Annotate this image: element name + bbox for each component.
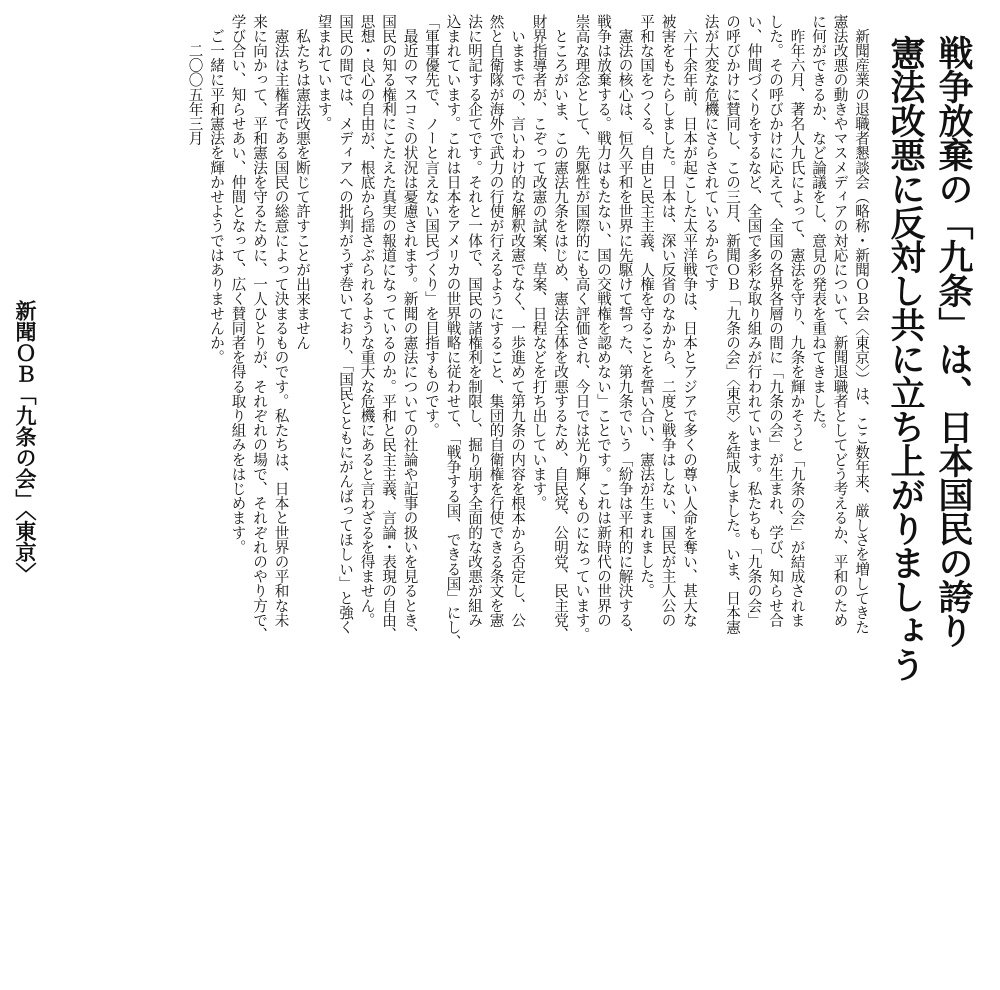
body-line: 戦争は放棄する。戦力はもたない、国の交戦権を認めない」ことです。これは新時代の世界の [595,14,612,628]
body-line: 思想・良心の自由が、根底から揺さぶられるような重大な危機にあると言わざるを得ません。 [358,14,376,628]
body-line: ところがいま、この憲法九条をはじめ、憲法全体を改悪するため、自民党、公明党、民主党、 [552,14,569,642]
body-line: 被害をもたらしました。日本は、深い反省のなかから、二度と戦争はしない、国民が主人公の [659,14,677,628]
body-line: の呼びかけに賛同し、この三月、新聞ＯＢ「九条の会」〈東京〉を結成しました。いま、日本憲 [724,14,741,635]
title-line-1: 戦争放棄の「九条」は、日本国民の誇り [933,35,973,647]
body-line: 学び合い、知らせあい、仲間となって、広く賛同者を得る取り組みをはじめます。 [229,14,247,555]
body-line: 「軍事優先で、ノーと言えない国民づくり」を目指すものです。 [423,14,440,438]
body-line: 込まれています。これは日本をアメリカの世界戦略に従わせて、「戦争する国、できる国」にし、 [444,14,462,650]
body-line: 私たちは憲法改悪を断じて許すことが出来ません [294,14,311,350]
body-line: 最近のマスコミの状況は憂慮されます。新聞の憲法についての社論や記事の扱いを見るとき、 [401,14,419,642]
body-line: 法が大変な危機にさらされているからです [702,14,720,292]
title-line-2: 憲法改悪に反対し共に立ち上がりましょう [885,35,925,681]
body-line: 平和な国をつくる、自由と民主主義、人権を守ることを誓い合い、憲法が生まれました。 [638,14,655,598]
body-line: 然と自衛隊が海外で武力の行使が行えるようにすること、集団的自衛権を行使できる条文を憲 [487,14,505,628]
body-line: 望まれています。 [315,14,333,131]
body-line: した。その呼びかけに応えて、全国の各界各層の間に「九条の会」が生まれ、学び、知らせ合 [767,14,784,628]
signature: 新聞ＯＢ「九条の会」〈東京〉 [13,300,37,584]
body-line: ご一緒に平和憲法を輝かせようではありませんか。 [208,14,225,365]
body-line: いままでの、言いわけ的な解釈改憲でなく、一歩進めて第九条の内容を根本から否定し、公 [509,14,526,628]
body-line: 憲法改悪の動きやマスメディアの対応について、新聞退職者としてどう考えるか、平和のため [831,14,849,628]
body-line: に何ができるか、など論議をし、意見の発表を重ねてきました。 [810,14,827,438]
body-line: 新聞産業の退職者懇談会（略称・新聞ＯＢ会〈東京〉）は、ここ数年来、厳しさを増してきた [853,14,870,635]
body-line: 法に明記する企てです。それと一体で、国民の諸権利を制限し、掘り崩す全面的な改悪が組み [466,14,483,628]
body-line: 来に向かって、平和憲法を守るために、一人ひとりが、それぞれの場で、それぞれのやり方で、 [251,14,268,642]
body-line: 国民の間では、メディアへの批判がうず巻いており、「国民とともにがんばってほしい」と強く [337,14,354,635]
body-line: 憲法の核心は、恒久平和を世界に先駆けて誓った、第九条でいう「紛争は平和的に解決する、 [616,14,634,642]
body-line: 国民の知る権利にこたえた真実の報道になっているのか。平和と民主主義、言論・表現の自由、 [380,14,397,642]
body-line: い、仲間づくりをするなど、全国で多彩な取り組みが行われています。私たちも「九条の会」 [745,14,763,628]
body-line: 憲法は主権者である国民の総意によって決まるものです。私たちは、日本と世界の平和な未 [272,14,290,628]
body-line: 二〇〇五年三月 [186,14,204,146]
body-line: 六十余年前、日本が起こした太平洋戦争は、日本とアジアで多くの尊い人命を奪い、甚大な [681,14,698,628]
body-line: 財界指導者が、こぞって改憲の試案、草案、日程などを打ち出しています。 [530,14,548,511]
body-line: 昨年六月、著名人九氏によって、憲法を守り、九条を輝かそうと「九条の会」が結成されま [788,14,806,628]
body-line: 崇高な理念として、先駆性が国際的にも高く評価され、今日では光り輝くものになっています。 [573,14,591,642]
